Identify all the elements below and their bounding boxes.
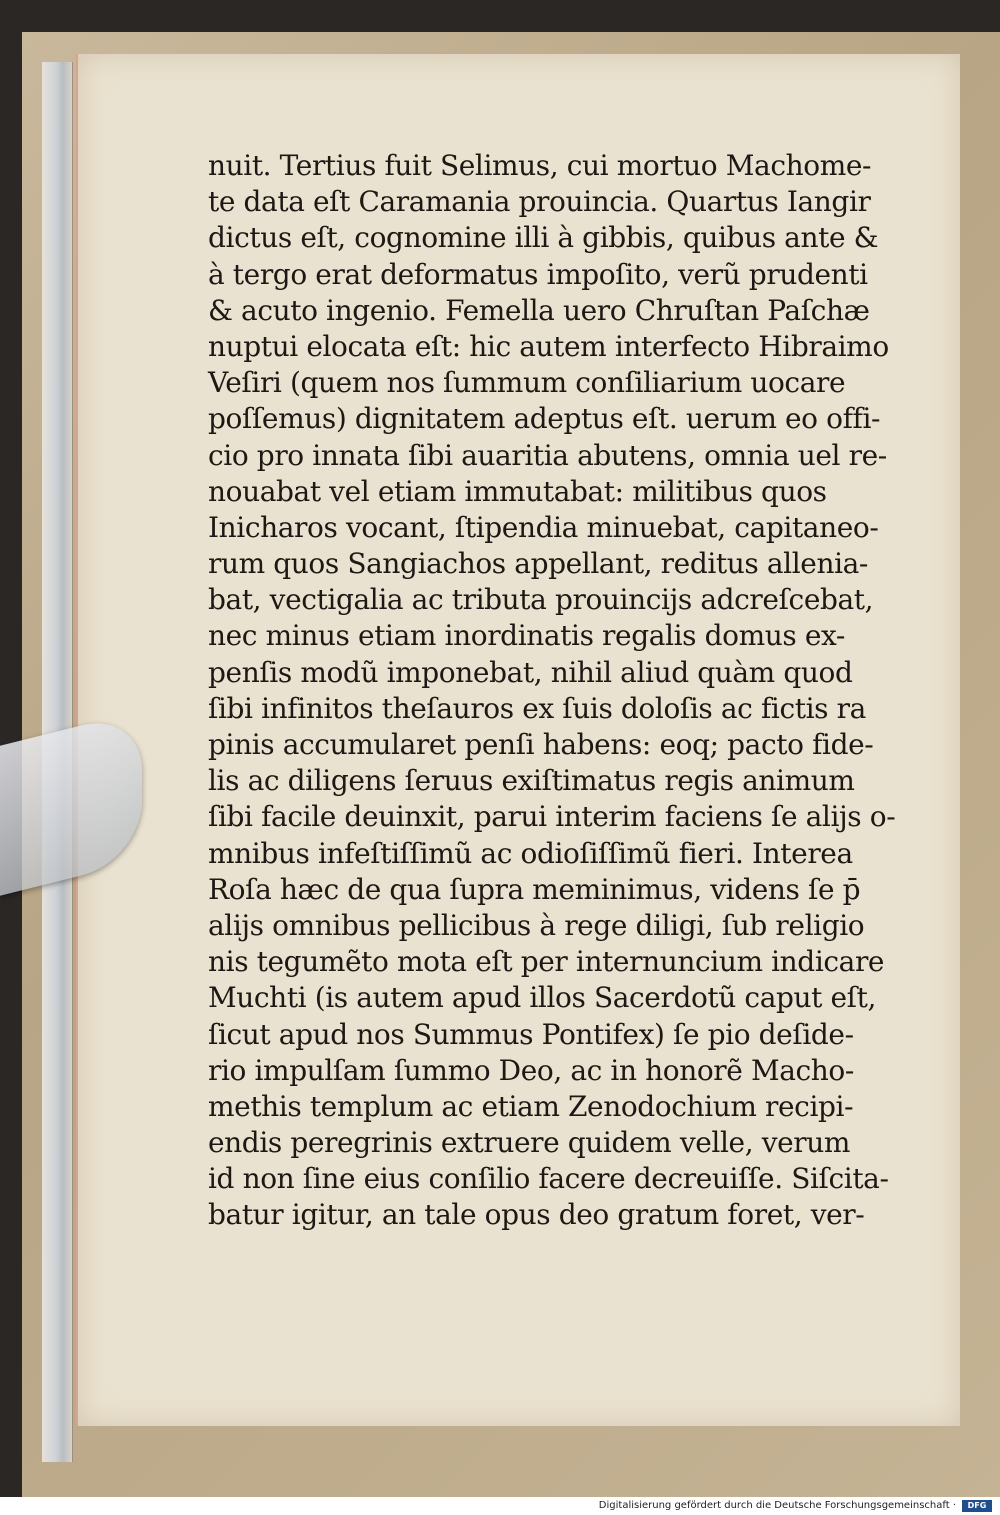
text-line: ſibi facile deuinxit, parui interim faciens ſe alijs o- <box>208 800 896 834</box>
text-line: penſis modũ imponebat, nihil aliud quàm quod <box>208 655 853 689</box>
text-line: rio impulſam ſummo Deo, ac in honorẽ Macho- <box>208 1053 854 1087</box>
text-line: bat, vectigalia ac tributa prouincijs adcreſcebat, <box>208 583 874 617</box>
text-line: poſſemus) dignitatem adeptus eſt. uerum eo offi- <box>208 402 881 436</box>
text-line: pinis accumularet penſi habens: eoq; pacto fide- <box>208 728 874 761</box>
text-line: te data eſt Caramania prouincia. Quartus Iangir <box>208 185 871 219</box>
page-text <box>208 148 920 1234</box>
text-line: nec minus etiam inordinatis regalis domus ex- <box>208 619 845 653</box>
text-line: lis ac diligens ſeruus exiſtimatus regis animum <box>208 764 855 798</box>
text-line: mnibus infeſtiſſimũ ac odioſiſſimũ fieri. Interea <box>208 836 853 870</box>
text-line: rum quos Sangiachos appellant, reditus allenia- <box>208 547 868 581</box>
text-line: dictus eſt, cognomine illi à gibbis, quibus ante & <box>208 221 879 255</box>
text-line: Veſiri (quem nos ſummum conſiliarium uocare <box>208 366 846 400</box>
text-line: nis tegumẽto mota eſt per internuncium indicare <box>208 945 885 979</box>
dfg-logo: DFG <box>962 1500 992 1512</box>
text-line: nouabat vel etiam immutabat: militibus quos <box>208 474 827 508</box>
text-line: Muchti (is autem apud illos Sacerdotũ caput eſt, <box>208 981 876 1015</box>
text-line: id non ſine eius conſilio facere decreuiſſe. Siſcita- <box>208 1162 889 1196</box>
text-line: à tergo erat deformatus impoſito, verũ prudenti <box>208 257 868 291</box>
text-line: methis templum ac etiam Zenodochium recipi- <box>208 1089 854 1123</box>
text-line: ſibi infinitos theſauros ex ſuis doloſis ac fictis ra <box>208 691 866 725</box>
text-line: Roſa hæc de qua ſupra meminimus, videns ſe p̄ <box>208 872 861 906</box>
text-line: batur igitur, an tale opus deo gratum foret, ver- <box>208 1198 865 1232</box>
text-line: Inicharos vocant, ſtipendia minuebat, capitaneo- <box>208 510 879 544</box>
text-line: nuptui elocata eſt: hic autem interfecto Hibraimo <box>208 329 889 363</box>
text-line: alijs omnibus pellicibus à rege diligi, ſub religio <box>208 908 865 942</box>
text-line: cio pro innata ſibi auaritia abutens, omnia uel re- <box>208 438 887 472</box>
text-line: & acuto ingenio. Femella uero Chruſtan Paſchæ <box>208 293 870 327</box>
funding-credit: Digitalisierung gefördert durch die Deutsche Forschungsgemeinschaft · <box>598 1500 956 1511</box>
text-line: nuit. Tertius fuit Selimus, cui mortuo Machome- <box>208 149 872 182</box>
text-line: ſicut apud nos Summus Pontifex) ſe pio deſide- <box>208 1017 854 1051</box>
text-line: endis peregrinis extruere quidem velle, verum <box>208 1126 851 1160</box>
